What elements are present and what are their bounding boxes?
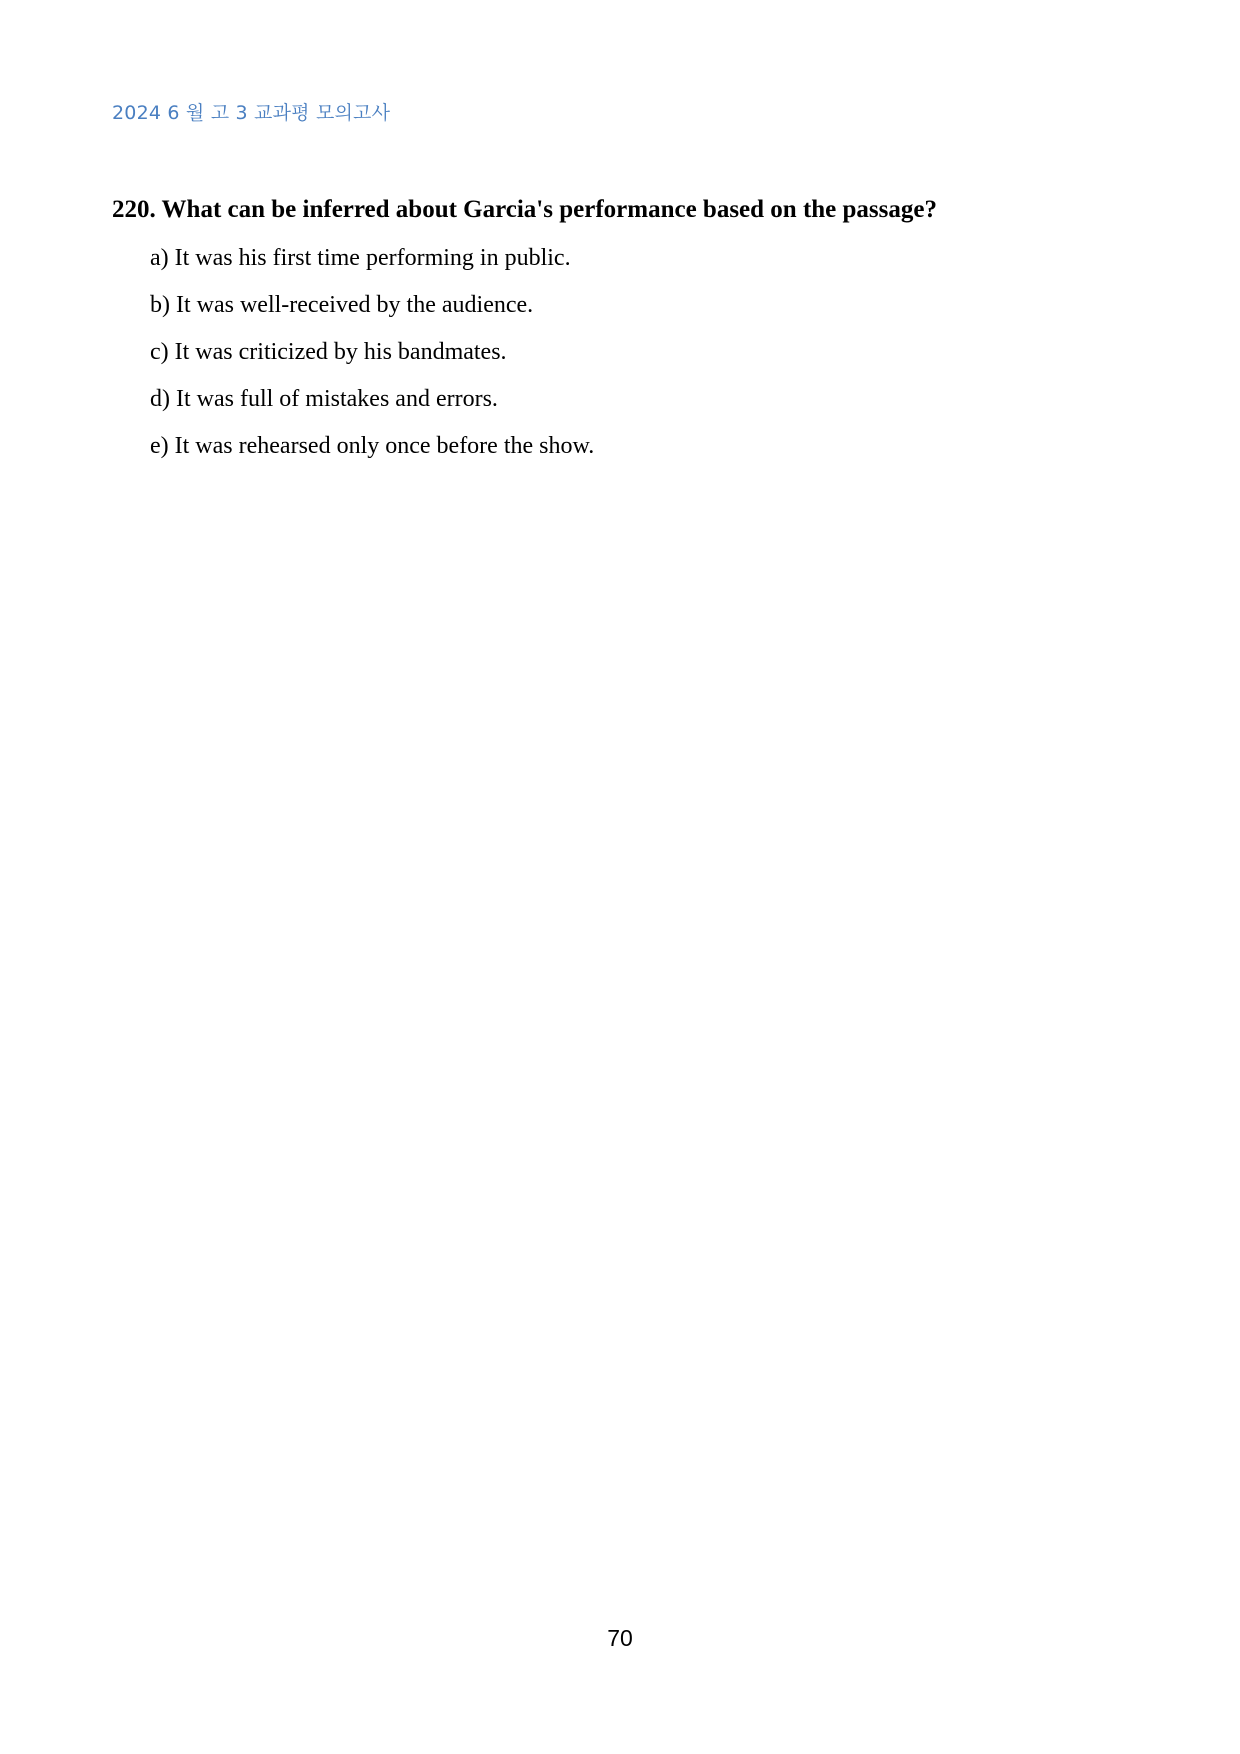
option-a: a) It was his first time performing in public. [150, 245, 571, 271]
question-text: 220. What can be inferred about Garcia's performance based on the passage? [112, 196, 937, 223]
exam-header: 2024 6 월 고 3 교과평 모의고사 [112, 102, 391, 124]
answer-options [150, 244, 594, 479]
option-c: c) It was criticized by his bandmates. [150, 339, 507, 365]
option-d: d) It was full of mistakes and errors. [150, 386, 498, 412]
page-number: 70 [607, 1625, 633, 1651]
option-e: e) It was rehearsed only once before the show. [150, 433, 595, 459]
option-b: b) It was well-received by the audience. [150, 292, 534, 318]
